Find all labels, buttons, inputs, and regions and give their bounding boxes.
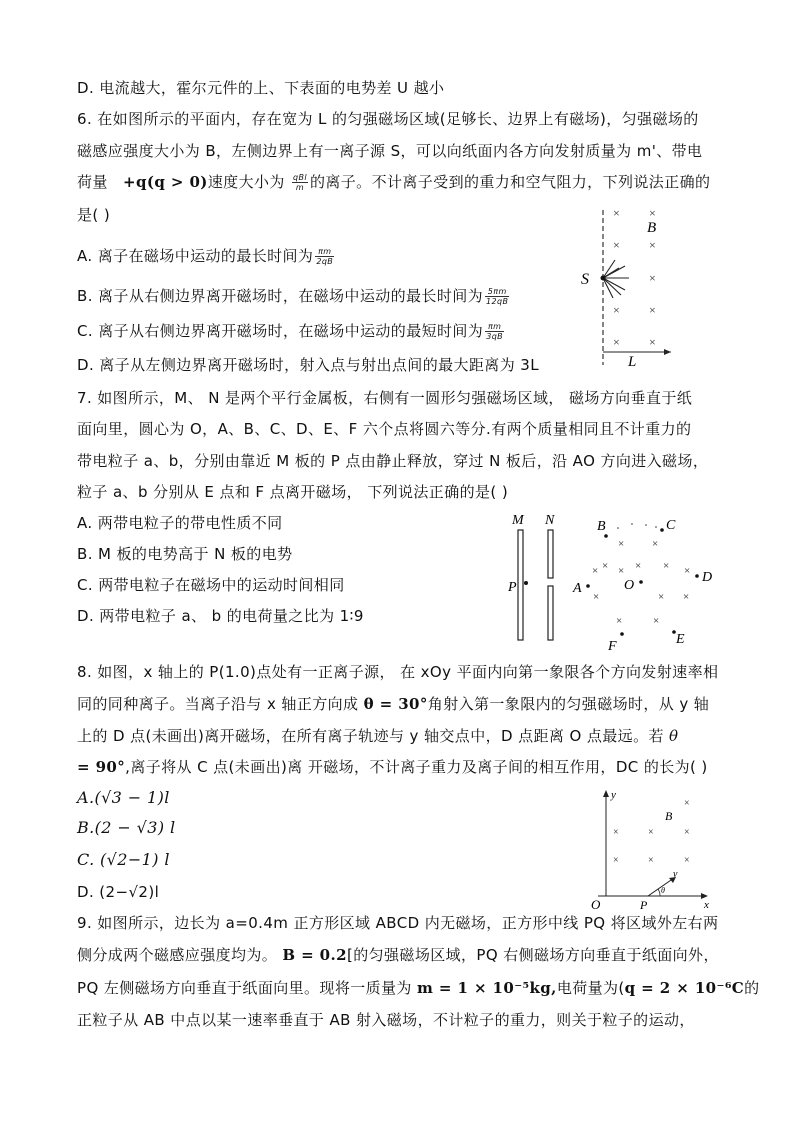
q7-option-c: C. 两带电粒子在磁场中的运动时间相同 [77,576,345,594]
label-a: A [573,581,582,596]
q9-l3b: 电荷量为( [556,979,625,997]
label-e: E [676,632,685,647]
label-b: B [597,519,606,534]
q7-figure [500,512,725,652]
q6-option-a [77,246,336,266]
cross: × [602,560,609,572]
cross: × [652,538,659,550]
q7-line-4: 粒子 a、b 分别从 E 点和 F 点离开磁场， 下列说法正确的是( ) [77,483,509,501]
label-o: O [591,897,601,912]
q7-option-d: D. 两带电粒子 a、 b 的电荷量之比为 1∶9 [77,607,364,625]
q6-option-c [77,321,506,341]
cross: × [684,855,690,866]
label-d: D [702,570,713,585]
cross: × [648,855,654,866]
q6-line-3 [77,172,710,192]
q5-option-d: D. 电流越大，霍尔元件的上、下表面的电势差 U 越小 [77,79,445,97]
cross: × [648,827,654,838]
q6-speed-fraction [292,173,308,192]
cross: × [663,560,670,572]
q6-l3a: 荷量 [77,173,108,191]
q6-opt-b-fraction [485,287,509,306]
q9-l3a: PQ 左侧磁场方向垂直于纸面向里。现将一质量为 [77,979,412,997]
label-l: L [628,354,637,370]
q9-b-value: B = 0.2 [282,946,347,964]
label-theta: θ [661,886,665,895]
cross: × [649,271,656,285]
angle-arc [658,889,660,896]
q8-l2b: 角射入第一象限内的匀强磁场时，从 y 轴 [427,695,710,713]
q8-option-a: A.(√3 − 1)l [77,788,170,807]
cross: × [684,565,691,577]
source-dot [601,276,606,281]
y-arrowhead [603,790,609,797]
cross: × [613,335,620,349]
source-arrows [603,260,629,298]
q6-line-1: 6. 在如图所示的平面内，存在宽为 L 的匀强磁场区域(足够长、边界上有磁场)，匀强磁场的 [77,110,699,128]
cross: × [649,238,656,252]
q8-l3: 上的 D 点(未画出)离开磁场，在所有离子轨迹与 y 轴交点中，D 点距离 O 点最远。若 [77,727,664,745]
q8-l4: ,离子将从 C 点(未画出)离 开磁场，不计离子重力及离子间的相互作用，DC 的长为( ) [125,758,708,776]
q7-option-b: B. M 板的电势高于 N 板的电势 [77,545,293,563]
point-c [660,528,664,532]
denominator: 12qB [486,297,509,306]
cross: × [616,615,623,627]
label-p: P [508,580,517,595]
label-m: M [512,513,524,528]
cross: × [613,855,619,866]
cross: × [649,206,656,220]
point-d [695,574,699,578]
cross: × [649,303,656,317]
cross: × [613,303,620,317]
denominator: 2qB [316,257,334,266]
q8-option-c: C. (√2−1) l [77,850,170,869]
plate-n-bottom [548,586,553,640]
label-y: y [611,789,616,801]
q7-line-3: 带电粒子 a、b，分别由靠近 M 板的 P 点由静止释放，穿过 N 板后，沿 AO 方向进入磁场， [77,452,709,470]
cross: × [592,565,599,577]
numerator: πm [315,247,334,257]
q6-figure [575,200,690,370]
q6-l3-math: +q(q > 0) [122,173,208,191]
q6-opt-a-text: A. 离子在磁场中运动的最长时间为 [77,247,314,265]
q6-opt-b-text: B. 离子从右侧边界离开磁场时，在磁场中运动的最长时间为 [77,287,484,305]
q6-option-d: D. 离子从左侧边界离开磁场时，射入点与射出点间的最大距离为 3L [77,356,539,374]
q7-option-a: A. 两带电粒子的带电性质不同 [77,514,283,532]
q8-line-2 [77,694,709,714]
q6-opt-a-fraction [315,247,334,266]
plate-n-top [548,530,553,578]
numerator: πm [485,322,504,332]
q6-l3b: 速度大小为 [207,173,285,191]
q9-mass: m = 1 × 10⁻⁵kg, [417,979,557,997]
plate-m [518,530,523,640]
cross: × [635,560,642,572]
q8-line-3 [77,726,678,746]
q6-opt-c-text: C. 离子从右侧边界离开磁场时，在磁场中运动的最短时间为 [77,322,484,340]
q8-theta-90: = 90° [77,758,126,776]
point-p [524,581,528,585]
cross: × [618,565,625,577]
q8-theta: θ [669,727,679,745]
label-o: O [624,578,635,593]
arrowhead [664,349,671,355]
q8-option-b: B.(2 − √3) l [77,818,176,837]
q9-line-1: 9. 如图所示，边长为 a=0.4m 正方形区域 ABCD 内无磁场，正方形中线 PQ 将区域外左右两 [77,914,719,932]
label-n: N [545,513,555,528]
cross: × [658,591,665,603]
q8-line-1: 8. 如图，x 轴上的 P(1.0)点处有一正离子源， 在 xOy 平面内向第一象限各个方向发射速率相 [77,663,719,681]
q9-line-3 [77,978,760,998]
q8-line-4 [77,757,708,777]
label-b: B [665,809,673,823]
label-c: C [666,518,676,533]
cross: × [684,798,690,809]
q6-option-b [77,286,511,306]
q6-opt-c-fraction [485,322,504,341]
label-s: S [581,271,589,288]
cross: × [618,538,625,550]
label-b: B [647,220,657,236]
cross: × [593,591,600,603]
denominator: 3qB [486,332,504,341]
label-v: v [673,869,678,880]
cross: × [613,206,620,220]
cross: × [684,827,690,838]
q8-figure [588,788,718,910]
cross: × [649,335,656,349]
point-f [620,632,624,636]
q9-line-4: 正粒子从 AB 中点以某一速率垂直于 AB 射入磁场，不计粒子的重力，则关于粒子的运动， [77,1011,695,1029]
label-f: F [608,639,617,654]
q6-line-4: 是( ) [77,206,111,224]
cross: × [653,615,660,627]
q9-charge: q = 2 × 10⁻⁶C [624,979,745,997]
q9-l2b: [的匀强磁场区域，PQ 右侧磁场方向垂直于纸面向外， [346,946,719,964]
point-e [672,630,676,634]
arc-trace [617,523,657,529]
q7-line-1: 7. 如图所示，M、 N 是两个平行金属板，右侧有一圆形匀强磁场区域， 磁场方向垂直于纸 [77,389,693,407]
q8-l2a: 同的同种离子。当离子沿与 x 轴正方向成 [77,695,359,713]
q9-l2a: 侧分成两个磁感应强度均为。 [77,946,278,964]
numerator: 5πm [485,287,509,297]
denominator: m [295,183,305,192]
cross: × [613,827,619,838]
q9-line-2 [77,945,719,965]
point-o [639,580,643,584]
cross: × [613,238,620,252]
q8-theta-30: θ = 30° [363,695,428,713]
q8-option-d: D. (2−√2)l [77,883,160,901]
numerator: qBl [292,173,307,182]
field-crosses [613,798,690,866]
point-b [604,534,608,538]
q6-line-2: 磁感应强度大小为 B，左侧边界上有一离子源 S，可以向纸面内各方向发射质量为 m'、带电 [77,142,703,160]
label-x: x [704,899,709,911]
point-a [586,584,590,588]
q7-line-2: 面向里，圆心为 O，A、B、C、D、E、F 六个点将圆六等分.有两个质量相同且不计重力的 [77,420,692,438]
q9-l3c: 的 [744,979,760,997]
cross: × [683,591,690,603]
q6-l3c: 的离子。不计离子受到的重力和空气阻力，下列说法正确的 [309,173,711,191]
label-p: P [640,898,648,912]
